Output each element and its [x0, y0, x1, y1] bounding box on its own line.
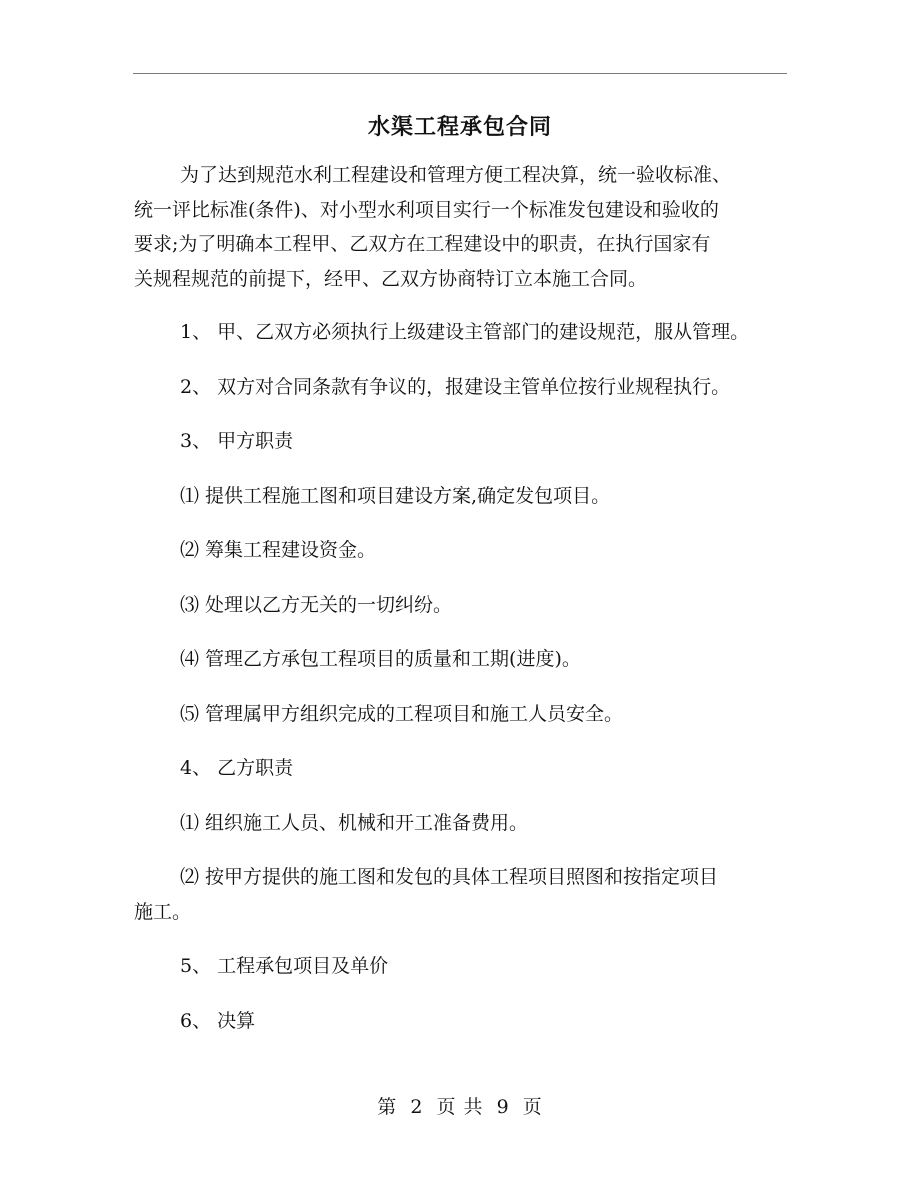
intro-line: 关规程规范的前提下，经甲、乙双方协商特订立本施工合同。: [134, 267, 648, 290]
page-footer: [0, 1093, 920, 1121]
document-title: 水渠工程承包合同: [367, 114, 552, 140]
document-body: [134, 158, 794, 1038]
current-page-number: 2: [410, 1096, 424, 1118]
clause-5-heading: 5、 工程承包项目及单价: [180, 955, 389, 977]
clause-3-item-1: ⑴ 提供工程施工图和项目建设方案,确定发包项目。: [180, 484, 611, 507]
clause-3-heading: 3、 甲方职责: [180, 430, 294, 452]
clause-1: 1、 甲、乙双方必须执行上级建设主管部门的建设规范，服从管理。: [180, 321, 750, 343]
clause-6-heading: 6、 决算: [180, 1009, 256, 1032]
footer-middle: 页 共: [436, 1096, 484, 1118]
clause-3-item-4: ⑷ 管理乙方承包工程项目的质量和工期(进度)。: [180, 648, 581, 670]
total-page-count: 9: [496, 1096, 510, 1118]
clause-2: 2、 双方对合同条款有争议的，报建设主管单位按行业规程执行。: [180, 375, 731, 398]
header-rule: [133, 73, 787, 74]
clause-3-item-5: ⑸ 管理属甲方组织完成的工程项目和施工人员安全。: [180, 702, 624, 725]
clause-3-item-3: ⑶ 处理以乙方无关的一切纠纷。: [180, 593, 453, 616]
footer-prefix: 第: [377, 1096, 398, 1118]
clause-4-item-2-line: ⑵ 按甲方提供的施工图和发包的具体工程项目照图和按指定项目: [180, 866, 719, 888]
intro-line: 为了达到规范水利工程建设和管理方便工程决算，统一验收标准、: [180, 164, 732, 186]
intro-line: 统一评比标准(条件)、对小型水利项目实行一个标准发包建设和验收的: [134, 198, 719, 221]
clause-4-item-2: [134, 860, 794, 929]
clause-4-heading: 4、 乙方职责: [180, 757, 294, 779]
clause-4-item-1: ⑴ 组织施工人员、机械和开工准备费用。: [180, 811, 529, 834]
footer-suffix: 页: [522, 1096, 543, 1118]
clause-3-item-2: ⑵ 筹集工程建设资金。: [180, 539, 377, 561]
clause-4-item-2-line: 施工。: [134, 900, 192, 923]
intro-line: 要求;为了明确本工程甲、乙双方在工程建设中的职责，在执行国家有: [134, 233, 711, 255]
intro-paragraph: [134, 158, 794, 296]
